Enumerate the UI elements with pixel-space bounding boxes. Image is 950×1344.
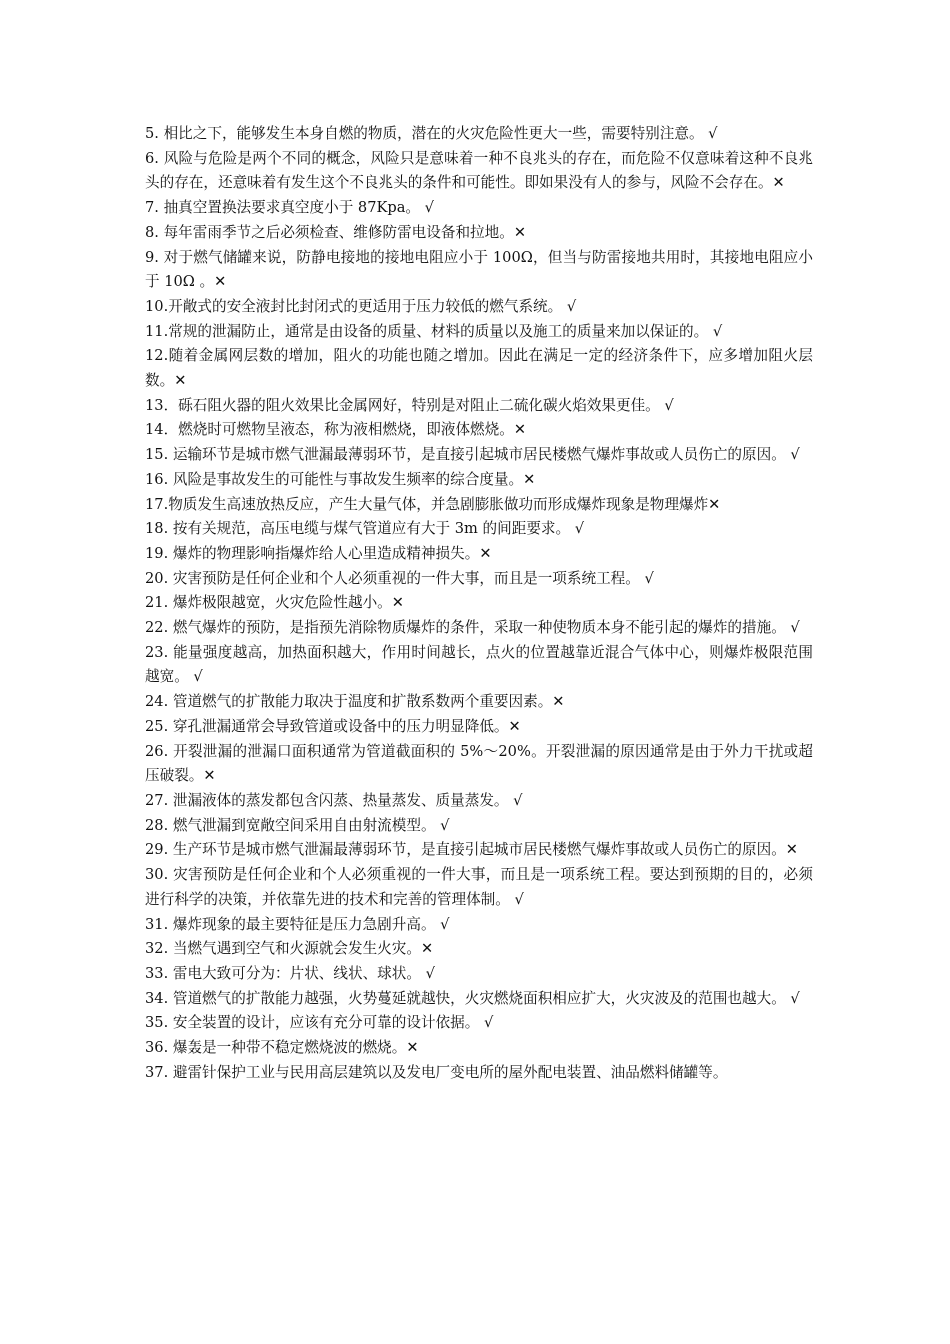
list-item: 34. 管道燃气的扩散能力越强，火势蔓延就越快，火灾燃烧面积相应扩大，火灾波及的范围也越大。 √ xyxy=(145,989,800,1007)
list-item: 22. 燃气爆炸的预防，是指预先消除物质爆炸的条件，采取一种使物质本身不能引起的爆炸的措施。 √ xyxy=(145,619,800,637)
list-item: 5. 相比之下，能够发生本身自燃的物质，潜在的火灾危险性更大一些，需要特别注意。 √ xyxy=(145,125,718,142)
list-item: 30. 灾害预防是任何企业和个人必须重视的一件大事，而且是一项系统工程。要达到预期的目的，必须进行科学的决策，并依靠先进的技术和完善的管理体制。 √ xyxy=(145,866,813,908)
list-item: 35. 安全装置的设计，应该有充分可靠的设计依据。 √ xyxy=(145,1014,494,1032)
question-list xyxy=(145,122,813,1085)
list-item: 20. 灾害预防是任何企业和个人必须重视的一件大事，而且是一项系统工程。 √ xyxy=(145,569,654,587)
list-item: 13．砾石阻火器的阻火效果比金属网好，特别是对阻止二硫化碳火焰效果更佳。 √ xyxy=(145,396,674,414)
list-item: 23. 能量强度越高，加热面积越大，作用时间越长，点火的位置越靠近混合气体中心，则爆炸极限范围越宽。 √ xyxy=(145,643,813,686)
list-item: 15. 运输环节是城市燃气泄漏最薄弱环节，是直接引起城市居民楼燃气爆炸事故或人员伤亡的原因。 √ xyxy=(145,446,800,464)
list-item: 26. 开裂泄漏的泄漏口面积通常为管道截面积的 5%～20%。开裂泄漏的原因通常是由于外力干扰或超压破裂。✕ xyxy=(145,742,813,785)
list-item: 37. 避雷针保护工业与民用高层建筑以及发电厂变电所的屋外配电装置、油品燃料储罐等。 xyxy=(145,1063,728,1081)
list-item: 36. 爆轰是一种带不稳定燃烧波的燃烧。✕ xyxy=(145,1039,419,1057)
list-item: 31. 爆炸现象的最主要特征是压力急剧升高。 √ xyxy=(145,915,450,933)
list-item: 21. 爆炸极限越宽，火灾危险性越小。✕ xyxy=(145,594,404,612)
list-item: 33. 雷电大致可分为：片状、线状、球状。 √ xyxy=(145,964,435,982)
list-item: 9. 对于燃气储罐来说，防静电接地的接地电阻应小于 100Ω，但当与防雷接地共用时，其接地电阻应小于 10Ω 。✕ xyxy=(145,248,813,291)
list-item: 8. 每年雷雨季节之后必须检查、维修防雷电设备和拉地。✕ xyxy=(145,223,527,241)
list-item: 25. 穿孔泄漏通常会导致管道或设备中的压力明显降低。✕ xyxy=(145,717,521,735)
list-item: 14．燃烧时可燃物呈液态，称为液相燃烧，即液体燃烧。✕ xyxy=(145,421,527,439)
list-item: 28. 燃气泄漏到宽敞空间采用自由射流模型。 √ xyxy=(145,816,450,834)
list-item: 17.物质发生高速放热反应，产生大量气体，并急剧膨胀做功而形成爆炸现象是物理爆炸✕ xyxy=(145,495,721,513)
list-item: 18. 按有关规范，高压电缆与煤气管道应有大于 3m 的间距要求。 √ xyxy=(145,520,585,538)
list-item: 12.随着金属网层数的增加，阻火的功能也随之增加。因此在满足一定的经济条件下，应多增加阻火层数。✕ xyxy=(145,347,813,390)
list-item: 29. 生产环节是城市燃气泄漏最薄弱环节，是直接引起城市居民楼燃气爆炸事故或人员伤亡的原因。✕ xyxy=(145,841,799,859)
list-item: 11.常规的泄漏防止，通常是由设备的质量、材料的质量以及施工的质量来加以保证的。 √ xyxy=(145,322,723,340)
list-item: 7. 抽真空置换法要求真空度小于 87Kpa。 √ xyxy=(145,199,434,217)
list-item: 16. 风险是事故发生的可能性与事故发生频率的综合度量。✕ xyxy=(145,470,536,488)
list-item: 27. 泄漏液体的蒸发都包含闪蒸、热量蒸发、质量蒸发。 √ xyxy=(145,791,523,809)
list-item: 19. 爆炸的物理影响指爆炸给人心里造成精神损失。✕ xyxy=(145,544,492,562)
list-item: 24. 管道燃气的扩散能力取决于温度和扩散系数两个重要因素。✕ xyxy=(145,693,565,711)
list-item: 10.开敞式的安全液封比封闭式的更适用于压力较低的燃气系统。 √ xyxy=(145,297,577,315)
list-item: 6. 风险与危险是两个不同的概念，风险只是意味着一种不良兆头的存在，而危险不仅意味着这种不良兆头的存在，还意味着有发生这个不良兆头的条件和可能性。即如果没有人的参与，风险不会存在。✕ xyxy=(145,149,813,192)
list-item: 32. 当燃气遇到空气和火源就会发生火灾。✕ xyxy=(145,940,434,958)
